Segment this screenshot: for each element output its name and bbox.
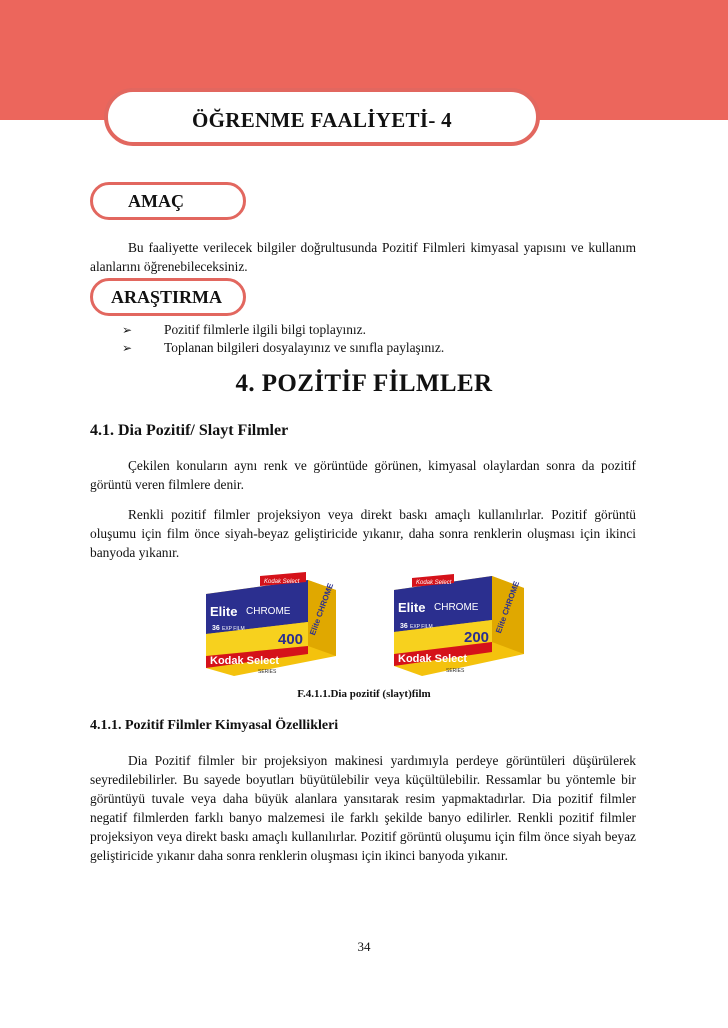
page-number: 34 <box>357 939 371 954</box>
list-item <box>122 339 444 357</box>
name2-label: CHROME <box>434 602 479 613</box>
name1-label: Elite <box>210 604 238 619</box>
subsection-heading: 4.1.1. Pozitif Filmler Kimyasal Özellikleri <box>90 718 339 733</box>
amac-label: AMAÇ <box>128 191 184 211</box>
bottom-brand-label: Kodak Select <box>210 655 280 667</box>
figure-caption: F.4.1.1.Dia pozitif (slayt)film <box>297 688 431 700</box>
film-box-2-illustration <box>388 572 528 684</box>
amac-label-frame <box>90 182 246 220</box>
film-box-1-illustration <box>198 572 340 684</box>
paragraph-text: Renkli pozitif filmler projeksiyon veya direkt baskı amaçlı kullanılırlar. Pozitif görüntü oluşumu için film önce siyah-beyaz geliştiricide yıkanır, daha sonra renklerin oluşması için ikinci banyoda yıkanır. <box>90 507 636 560</box>
exp-label: EXP FILM <box>410 624 433 630</box>
iso-label: 400 <box>278 631 304 648</box>
title-frame <box>104 88 540 146</box>
list-item <box>122 321 444 339</box>
series-label: SERIES <box>446 668 465 674</box>
film-box-image-2 <box>388 572 528 684</box>
arastirma-label: ARAŞTIRMA <box>111 287 223 307</box>
exp-count: 36 <box>212 625 220 632</box>
section-heading: 4.1. Dia Pozitif/ Slayt Filmler <box>90 422 289 439</box>
paragraph-text: Dia Pozitif filmler bir projeksiyon makinesi yardımıyla perdeye görüntüleri düşürülerek seyredilebilirler. Bu sayede boyutları büyütülebilir veya küçültülebilir. Ressamlar bu yöntemle bir görüntüyü tuvale veya daha büyük alanlara yansıtarak resim yapmaktadırlar. Dia pozitif filmler negatif filmlerden farklı banyo malzemesi ile farklı şekilde banyo edilirler. Renkli pozitif filmler projeksiyon veya direkt baskı amaçlı kullanılırlar. Pozitif görüntü oluşumu için film önce siyah beyaz geliştiricide yıkanır daha sonra renklerin oluşması için ikinci banyoda yıkanır. <box>90 753 636 863</box>
side-label: Elite CHROME <box>494 579 522 635</box>
chapter-title: 4. POZİTİF FİLMLER <box>235 370 493 397</box>
list-item-text: Toplanan bilgileri dosyalayınız ve sınıfla paylaşınız. <box>164 340 445 355</box>
series-label: SERIES <box>258 669 277 675</box>
arastirma-label-frame <box>90 278 246 316</box>
arastirma-list <box>122 321 444 357</box>
iso-label: 200 <box>464 629 490 646</box>
list-item-text: Pozitif filmlerle ilgili bilgi toplayınız. <box>164 322 366 337</box>
page-title: ÖĞRENME FAALİYETİ- 4 <box>192 108 452 132</box>
exp-label: EXP FILM <box>222 626 245 632</box>
amac-text: Bu faaliyette verilecek bilgiler doğrultusunda Pozitif Filmleri kimyasal yapısını ve kullanım alanlarını öğrenebileceksiniz. <box>90 240 636 274</box>
exp-count: 36 <box>400 623 408 630</box>
brand-top-label: Kodak Select <box>264 579 300 585</box>
amac-paragraph <box>90 238 636 276</box>
section2-paragraph <box>90 751 636 865</box>
arrow-bullet-icon: ➢ <box>122 341 133 355</box>
side-label: Elite CHROME <box>308 581 336 637</box>
name1-label: Elite <box>398 600 426 615</box>
section1-paragraph-1 <box>90 456 636 494</box>
arrow-bullet-icon: ➢ <box>122 323 133 337</box>
paragraph-text: Çekilen konuların aynı renk ve görüntüde görünen, kimyasal olaylardan sonra da pozitif görüntü veren filmlere denir. <box>90 458 636 492</box>
film-box-image-1 <box>198 572 340 684</box>
brand-top-label: Kodak Select <box>416 580 452 586</box>
section1-paragraph-2 <box>90 505 636 562</box>
name2-label: CHROME <box>246 606 291 617</box>
bottom-brand-label: Kodak Select <box>398 653 468 665</box>
